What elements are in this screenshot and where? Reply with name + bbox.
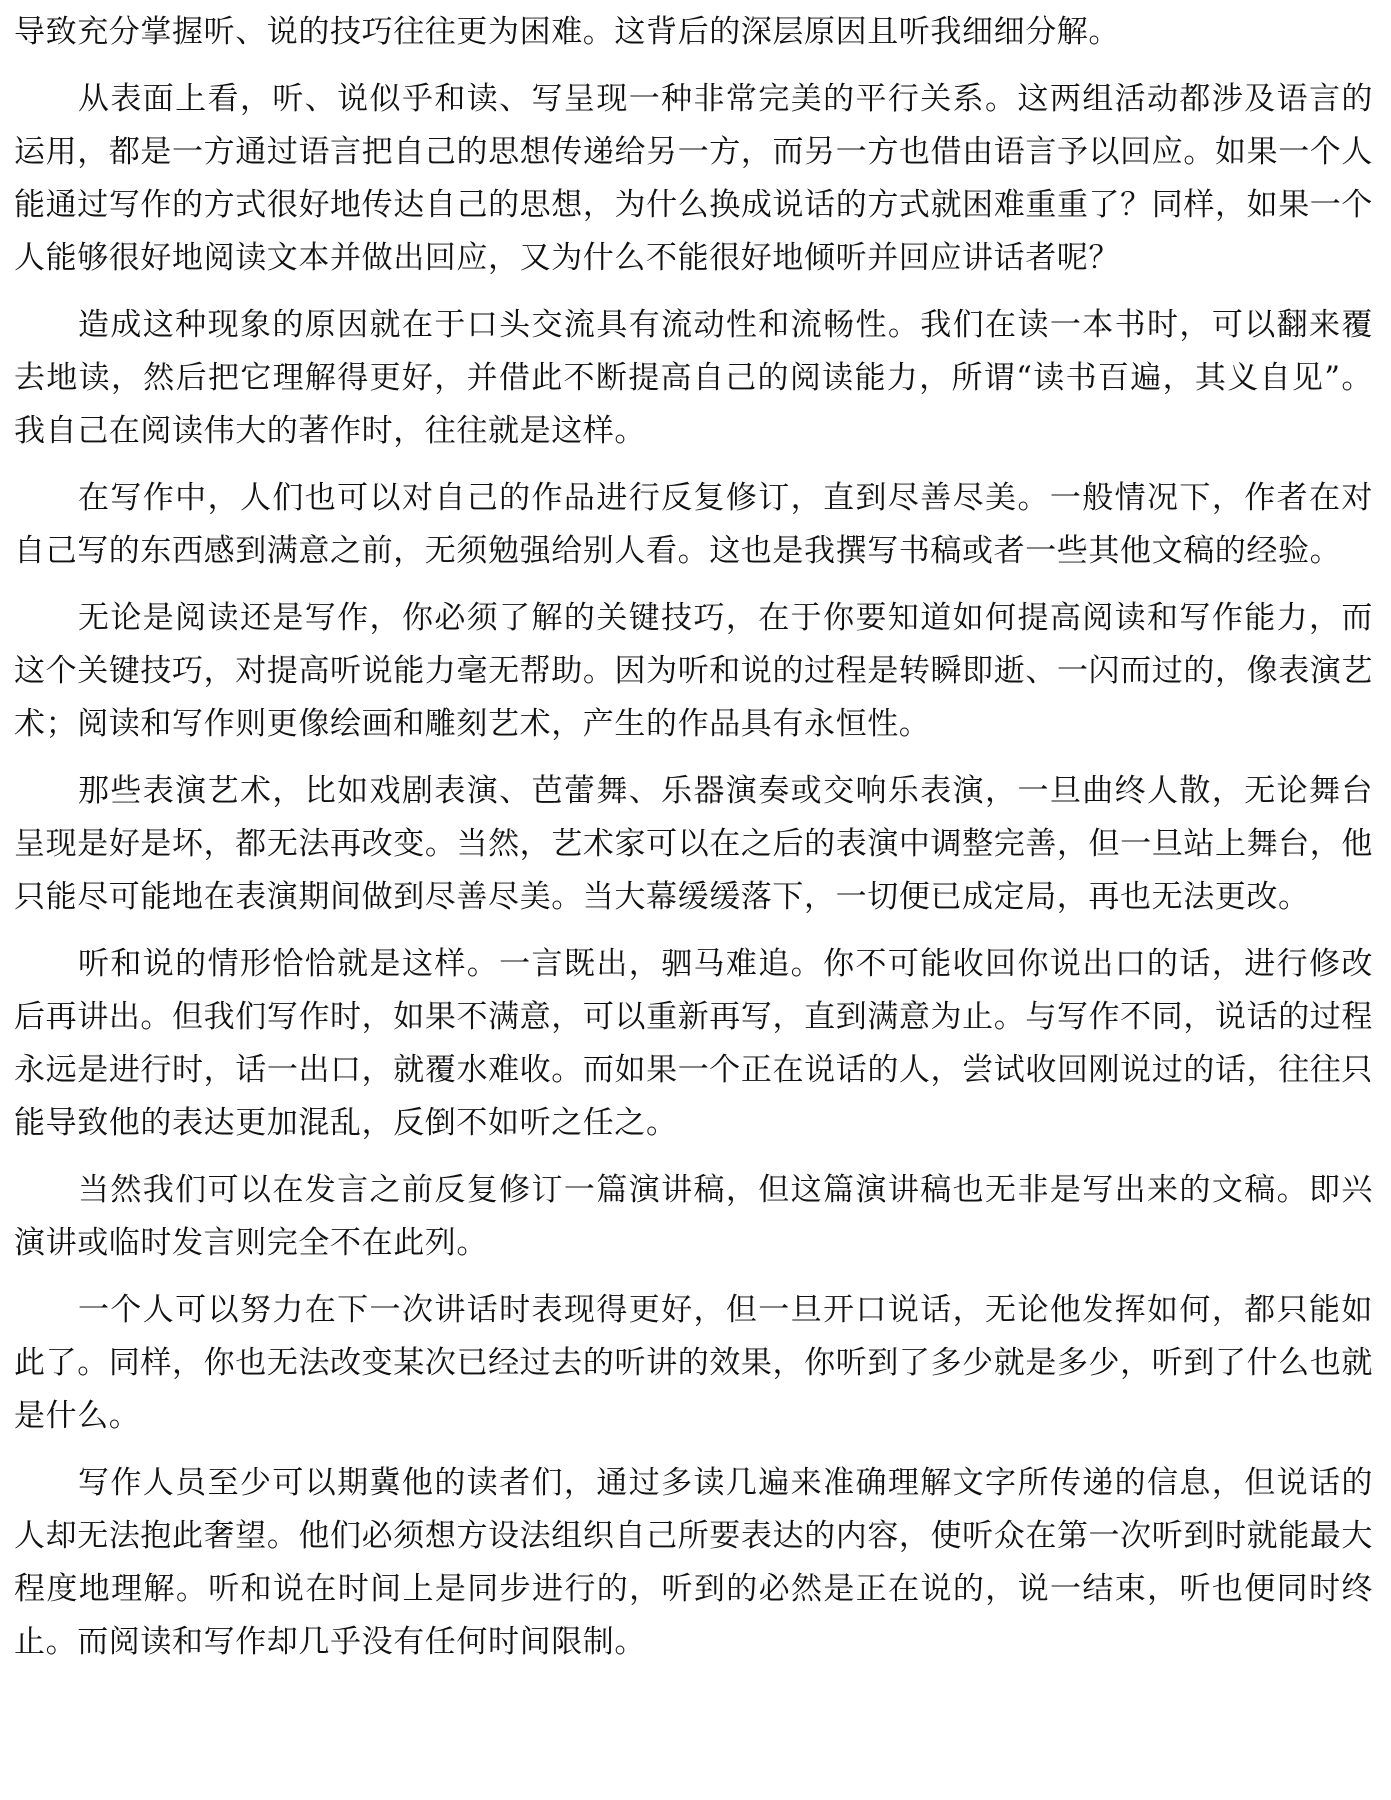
paragraph: 写作人员至少可以期冀他的读者们，通过多读几遍来准确理解文字所传递的信息，但说话的人却无法抱此奢望。他们必须想方设法组织自己所要表达的内容，使听众在第一次听到时就能最大程度地理解。听和说在时间上是同步进行的，听到的必然是正在说的，说一结束，听也便同时终止。而阅读和写作却几乎没有任何时间限制。 (14, 1465, 1373, 1660)
paragraph: 那些表演艺术，比如戏剧表演、芭蕾舞、乐器演奏或交响乐表演，一旦曲终人散，无论舞台呈现是好是坏，都无法再改变。当然，艺术家可以在之后的表演中调整完善，但一旦站上舞台，他只能尽可能地在表演期间做到尽善尽美。当大幕缓缓落下，一切便已成定局，再也无法更改。 (14, 773, 1373, 915)
paragraph: 无论是阅读还是写作，你必须了解的关键技巧，在于你要知道如何提高阅读和写作能力，而这个关键技巧，对提高听说能力毫无帮助。因为听和说的过程是转瞬即逝、一闪而过的，像表演艺术；阅读和写作则更像绘画和雕刻艺术，产生的作品具有永恒性。 (14, 600, 1373, 742)
paragraph-continuation: 导致充分掌握听、说的技巧往往更为困难。这背后的深层原因且听我细细分解。 (14, 14, 1120, 50)
paragraph: 当然我们可以在发言之前反复修订一篇演讲稿，但这篇演讲稿也无非是写出来的文稿。即兴演讲或临时发言则完全不在此列。 (14, 1172, 1373, 1261)
paragraph: 一个人可以努力在下一次讲话时表现得更好，但一旦开口说话，无论他发挥如何，都只能如此了。同样，你也无法改变某次已经过去的听讲的效果，你听到了多少就是多少，听到了什么也就是什么。 (14, 1292, 1373, 1434)
paragraph: 造成这种现象的原因就在于口头交流具有流动性和流畅性。我们在读一本书时，可以翻来覆去地读，然后把它理解得更好，并借此不断提高自己的阅读能力，所谓“读书百遍，其义自见”。我自己在阅读伟大的著作时，往往就是这样。 (14, 307, 1373, 449)
paragraph: 从表面上看，听、说似乎和读、写呈现一种非常完美的平行关系。这两组活动都涉及语言的运用，都是一方通过语言把自己的思想传递给另一方，而另一方也借由语言予以回应。如果一个人能通过写作的方式很好地传达自己的思想，为什么换成说话的方式就困难重重了？同样，如果一个人能够很好地阅读文本并做出回应，又为什么不能很好地倾听并回应讲话者呢？ (14, 81, 1373, 276)
paragraph: 在写作中，人们也可以对自己的作品进行反复修订，直到尽善尽美。一般情况下，作者在对自己写的东西感到满意之前，无须勉强给别人看。这也是我撰写书稿或者一些其他文稿的经验。 (14, 480, 1373, 569)
paragraph: 听和说的情形恰恰就是这样。一言既出，驷马难追。你不可能收回你说出口的话，进行修改后再讲出。但我们写作时，如果不满意，可以重新再写，直到满意为止。与写作不同，说话的过程永远是进行时，话一出口，就覆水难收。而如果一个正在说话的人，尝试收回刚说过的话，往往只能导致他的表达更加混乱，反倒不如听之任之。 (14, 946, 1373, 1141)
